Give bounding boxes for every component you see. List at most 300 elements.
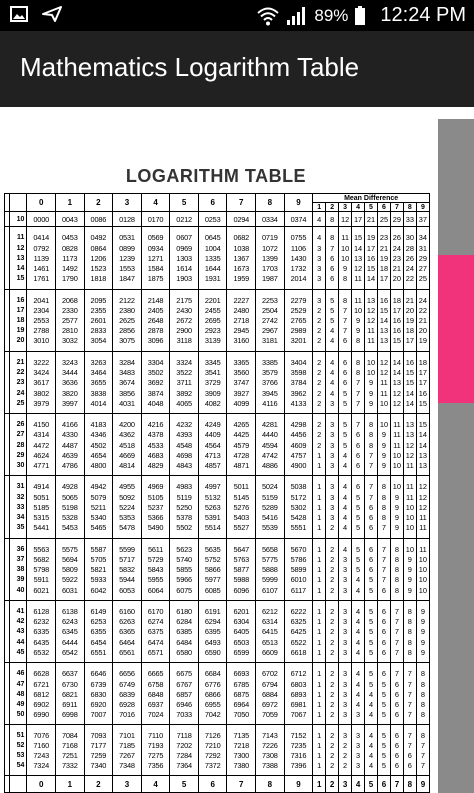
signal-icon (286, 6, 308, 26)
row-number-value: 41 (16, 608, 25, 616)
mean-diff-cell: 6 6 6 6 6 (377, 600, 390, 662)
mean-diff-cell: 1 1 1 1 (313, 725, 326, 776)
row-number-value: 53 (16, 752, 25, 760)
footer-md-header: 6 (377, 776, 390, 793)
row-number-value: 25 (16, 399, 25, 407)
row-number-value: 23 (16, 379, 25, 387)
logarithm-table (4, 193, 430, 793)
footer-md-header: 2 (326, 776, 339, 793)
log-value-cell: 4942 5079 5211 5340 5465 (84, 476, 113, 538)
mean-diff-cell: 34 31 29 27 25 (416, 227, 429, 289)
table-block (5, 414, 430, 476)
log-value-cell: 6180 6284 6385 6484 6580 (170, 600, 199, 662)
footer-md-header: 9 (416, 776, 429, 793)
log-value-cell: 0453 0828 1173 1492 1790 (56, 227, 85, 289)
scroll-track[interactable] (438, 119, 474, 793)
log-value-cell: 2095 2355 2601 2833 3054 (84, 289, 113, 351)
log-value-cell: 5038 5172 5302 5428 5551 (284, 476, 313, 538)
log-value-cell: 3284 3483 3674 3856 4031 (113, 351, 142, 413)
mean-diff-cell: 11 11 11 10 10 (390, 414, 403, 476)
mean-diff-cell: 11 10 9 9 8 (352, 289, 365, 351)
log-value-cell: 7076 7160 7243 7324 (27, 725, 56, 776)
md-column-header: 1 (313, 203, 326, 212)
mean-diff-cell: 4 4 4 4 (365, 725, 378, 776)
md-column-header: 8 (403, 203, 416, 212)
row-number-value: 14 (16, 264, 25, 272)
log-value-cell: 0000 (27, 212, 56, 227)
mean-diff-cell: 1 1 1 1 1 (313, 476, 326, 538)
footer-column-header: 5 (170, 776, 199, 793)
row-number-value: 34 (16, 514, 25, 522)
footer-md-header: 7 (390, 776, 403, 793)
log-value-cell: 4914 5051 5185 5315 5441 (27, 476, 56, 538)
row-number-value: 39 (16, 576, 25, 584)
row-number-value: 52 (16, 742, 25, 750)
log-value-cell: 2148 2405 2648 2878 3096 (141, 289, 170, 351)
mean-diff-cell: 8 7 6 6 6 (326, 227, 339, 289)
log-value-cell: 4183 4346 4502 4654 4800 (84, 414, 113, 476)
log-value-cell: 0374 (284, 212, 313, 227)
row-number (10, 289, 27, 351)
table-block (5, 476, 430, 538)
log-value-cell: 5575 5694 5809 5922 6031 (56, 538, 85, 600)
md-column-header: 3 (339, 203, 352, 212)
log-value-cell: 5599 5717 5832 5944 6053 (113, 538, 142, 600)
log-value-cell: 4997 5132 5263 5391 5514 (198, 476, 227, 538)
footer-column-header: 4 (141, 776, 170, 793)
log-value-cell: 7126 7210 7292 7372 (198, 725, 227, 776)
row-number-value: 18 (16, 317, 25, 325)
row-number-value: 33 (16, 503, 25, 511)
app-bar (0, 31, 474, 107)
mean-diff-cell: 8 (326, 212, 339, 227)
mean-diff-cell: 3 3 3 3 3 (339, 600, 352, 662)
mean-diff-cell: 13 13 12 12 11 (403, 414, 416, 476)
log-value-cell: 0719 1072 1399 1703 1987 (256, 227, 285, 289)
mean-diff-cell: 15 14 14 13 13 (416, 414, 429, 476)
mean-diff-cell: 5 5 5 4 4 (352, 538, 365, 600)
mean-diff-cell: 4 4 4 4 3 (352, 663, 365, 725)
row-number (10, 476, 27, 538)
mean-diff-cell: 2 2 2 2 (326, 725, 339, 776)
log-value-cell: 6170 6274 6375 6474 6571 (141, 600, 170, 662)
log-value-cell: 4249 4409 4564 4713 4857 (198, 414, 227, 476)
column-header: 3 (113, 194, 142, 212)
log-value-cell: 4166 4330 4487 4639 4786 (56, 414, 85, 476)
md-column-header: 4 (352, 203, 365, 212)
log-value-cell: 0253 (198, 212, 227, 227)
row-number-value: 48 (16, 690, 25, 698)
status-bar (0, 0, 474, 31)
log-value-cell: 3243 3444 3636 3820 3997 (56, 351, 85, 413)
row-number-value: 42 (16, 618, 25, 626)
mean-diff-cell: 4 3 3 3 3 (339, 538, 352, 600)
log-value-cell: 0334 (256, 212, 285, 227)
log-value-cell: 4200 4362 4518 4669 4814 (113, 414, 142, 476)
mean-diff-cell: 6 5 5 5 5 (377, 663, 390, 725)
footer-md-header: 3 (339, 776, 352, 793)
log-value-cell: 4281 4440 4594 4742 4886 (256, 414, 285, 476)
row-number-value: 20 (16, 337, 25, 345)
mean-diff-cell: 7 7 6 6 6 (365, 476, 378, 538)
footer-column-header: 6 (198, 776, 227, 793)
log-value-cell: 4232 4393 4548 4698 4843 (170, 414, 199, 476)
log-value-cell: 5024 5159 5289 5416 5539 (256, 476, 285, 538)
log-value-cell: 0492 0864 1206 1523 1818 (84, 227, 113, 289)
log-value-cell: 6628 6721 6812 6902 6990 (27, 663, 56, 725)
log-value-cell: 5611 5729 5843 5955 6064 (141, 538, 170, 600)
mean-diff-cell: 16 15 14 13 13 (377, 289, 390, 351)
mean-diff-cell: 5 5 5 4 4 (326, 289, 339, 351)
log-value-cell: 5647 5763 5877 5988 6096 (227, 538, 256, 600)
log-value-cell: 3385 3579 3766 3945 4116 (256, 351, 285, 413)
mean-diff-cell: 5 5 5 5 (377, 725, 390, 776)
log-value-cell: 5563 5682 5798 5911 6021 (27, 538, 56, 600)
row-number (10, 227, 27, 289)
column-header: 9 (284, 194, 313, 212)
log-value-cell: 2201 2455 2695 2923 3139 (198, 289, 227, 351)
log-value-cell: 6702 6794 6884 6972 7059 (256, 663, 285, 725)
mean-diff-cell: 18 17 16 16 15 (390, 289, 403, 351)
row-number (10, 725, 27, 776)
mean-diff-cell: 8 8 8 8 8 (403, 600, 416, 662)
footer-column-header: 0 (27, 776, 56, 793)
footer-column-header: 7 (227, 776, 256, 793)
header-n (10, 194, 27, 212)
row-number-value: 28 (16, 441, 25, 449)
log-value-cell: 7084 7168 7251 7332 (56, 725, 85, 776)
status-time: 12:24 PM (380, 4, 466, 26)
mean-diff-cell: 5 5 5 4 4 (339, 414, 352, 476)
row-number-value: 44 (16, 638, 25, 646)
log-value-cell: 7093 7177 7259 7340 (84, 725, 113, 776)
row-number-value: 15 (16, 275, 25, 283)
row-number-value: 13 (16, 254, 25, 262)
footer-column-header: 1 (56, 776, 85, 793)
table-block (5, 227, 430, 289)
row-number-value: 51 (16, 731, 25, 739)
log-value-cell: 6637 6730 6821 6911 6998 (56, 663, 85, 725)
row-number-value: 22 (16, 369, 25, 377)
log-value-cell: 5670 5786 5899 6010 6117 (284, 538, 313, 600)
mean-diff-cell: 3 3 3 3 (352, 725, 365, 776)
mean-diff-cell: 8 7 7 7 (416, 725, 429, 776)
mean-diff-cell: 10 9 9 9 9 (377, 414, 390, 476)
log-value-cell: 6128 6232 6335 6435 6532 (27, 600, 56, 662)
row-number-value: 12 (16, 244, 25, 252)
mean-diff-cell: 30 28 26 24 22 (403, 227, 416, 289)
log-value-cell: 4969 5105 5237 5366 5490 (141, 476, 170, 538)
row-number-value: 50 (16, 711, 25, 719)
header-row (5, 194, 430, 203)
md-column-header: 2 (326, 203, 339, 212)
table-block (5, 212, 430, 227)
log-value-cell: 2068 2330 2577 2810 3032 (56, 289, 85, 351)
log-value-cell: 7135 7218 7300 7380 (227, 725, 256, 776)
footer-column-header: 2 (84, 776, 113, 793)
md-column-header: 9 (416, 203, 429, 212)
row-number-value: 11 (17, 234, 25, 242)
row-number-value: 36 (16, 545, 25, 553)
mean-diff-cell: 11 10 10 10 10 (416, 538, 429, 600)
footer-md-header: 5 (365, 776, 378, 793)
mean-diff-cell: 6 6 6 5 5 (365, 538, 378, 600)
log-value-cell: 6201 6304 6405 6503 6599 (227, 600, 256, 662)
row-number-value: 47 (16, 680, 25, 688)
mean-diff-cell: 8 8 8 7 7 (365, 414, 378, 476)
mean-diff-cell: 9 9 9 9 9 (416, 600, 429, 662)
log-value-cell: 2041 2304 2553 2788 3010 (27, 289, 56, 351)
mean-diff-cell: 1 1 1 1 1 (313, 600, 326, 662)
send-icon (42, 6, 62, 22)
row-number-value: 30 (16, 462, 25, 469)
row-number-value: 45 (16, 648, 25, 656)
mean-diff-cell: 37 (416, 212, 429, 227)
row-number-value: 29 (16, 451, 25, 459)
table-block (5, 351, 430, 413)
footer-md-header: 8 (403, 776, 416, 793)
row-number-value: 31 (16, 483, 25, 491)
row-number-value: 40 (16, 586, 25, 594)
mean-diff-cell: 4 4 4 4 4 (352, 600, 365, 662)
mean-diff-cell: 4 4 4 4 3 (326, 351, 339, 413)
document-title: LOGARITHM TABLE (125, 166, 307, 186)
mean-diff-cell: 1 1 1 1 1 (313, 538, 326, 600)
mean-diff-cell: 3 2 2 2 2 (313, 289, 326, 351)
log-value-cell: 3304 3502 3692 3874 4048 (141, 351, 170, 413)
log-value-cell: 0607 0969 1303 1614 1903 (170, 227, 199, 289)
document-viewer[interactable] (0, 107, 474, 793)
log-value-cell: 2253 2504 2742 2967 3181 (256, 289, 285, 351)
log-value-cell: 2175 2430 2672 2900 3118 (170, 289, 199, 351)
mean-diff-cell: 7 6 6 6 6 (352, 414, 365, 476)
mean-diff-cell: 8 8 8 8 7 (377, 476, 390, 538)
row-number-value: 24 (16, 389, 25, 397)
row-number (10, 538, 27, 600)
log-value-cell: 6222 6325 6425 6522 6618 (284, 600, 313, 662)
log-value-cell: 6656 6749 6839 6928 7016 (113, 663, 142, 725)
column-header: 8 (256, 194, 285, 212)
row-number-value: 17 (16, 306, 25, 314)
log-value-cell: 3345 3541 3729 3909 4082 (198, 351, 227, 413)
log-value-cell: 4955 5092 5224 5353 5478 (113, 476, 142, 538)
log-value-cell: 4150 4314 4472 4624 4771 (27, 414, 56, 476)
log-value-cell: 5623 5740 5855 5966 6075 (170, 538, 199, 600)
log-value-cell: 0569 0934 1271 1584 1875 (141, 227, 170, 289)
log-value-cell: 0043 (56, 212, 85, 227)
mean-diff-cell: 3 3 3 3 3 (339, 663, 352, 725)
mean-diff-cell: 7 7 7 7 6 (377, 538, 390, 600)
battery-icon (354, 6, 366, 26)
log-value-cell: 3324 3522 3711 3892 4065 (170, 351, 199, 413)
mean-diff-cell: 8 8 8 8 8 (416, 663, 429, 725)
log-value-cell: 6191 6294 6395 6493 6590 (198, 600, 227, 662)
log-value-cell: 2122 2380 2625 2856 3075 (113, 289, 142, 351)
row-number-value: 26 (16, 421, 25, 429)
mean-diff-cell: 7 7 7 7 7 (390, 600, 403, 662)
mean-diff-cell: 5 5 4 4 4 (365, 663, 378, 725)
app-title: Mathematics Logarithm Table (20, 52, 360, 82)
log-value-cell: 5635 5752 5866 5977 6085 (198, 538, 227, 600)
mean-diff-cell: 4 4 4 4 4 (339, 476, 352, 538)
mean-diff-cell: 8 8 7 7 7 (352, 351, 365, 413)
row-number-value: 16 (16, 296, 25, 304)
footer-md-header: 1 (313, 776, 326, 793)
mean-diff-cell: 6 6 6 6 (390, 725, 403, 776)
log-value-cell: 0294 (227, 212, 256, 227)
log-value-cell: 0645 1004 1335 1644 1931 (198, 227, 227, 289)
status-bar-right (256, 4, 466, 27)
table-block (5, 538, 430, 600)
mean-diff-cell: 2 2 2 2 2 (313, 351, 326, 413)
log-value-cell: 6675 6767 6857 6946 7033 (170, 663, 199, 725)
mean-diff-cell: 5 5 5 5 5 (365, 600, 378, 662)
scroll-thumb[interactable] (438, 255, 474, 403)
mean-diff-cell: 19 17 16 15 14 (365, 227, 378, 289)
mean-diff-cell: 11 10 10 9 8 (339, 227, 352, 289)
log-value-cell: 6693 6785 6875 6964 7050 (227, 663, 256, 725)
footer-column-header: 3 (113, 776, 142, 793)
table-block (5, 725, 430, 776)
column-header: 6 (198, 194, 227, 212)
mean-diff-cell: 15 14 13 12 11 (352, 227, 365, 289)
image-icon (10, 6, 28, 22)
log-value-cell: 6665 6758 6848 6937 7024 (141, 663, 170, 725)
log-value-cell: 2227 2480 2718 2945 3160 (227, 289, 256, 351)
log-value-cell: 3404 3598 3784 3962 4133 (284, 351, 313, 413)
row-number (10, 212, 27, 227)
mean-diff-cell: 7 7 7 7 7 (403, 663, 416, 725)
log-value-cell: 7143 7226 7308 7388 (256, 725, 285, 776)
mean-diff-cell: 3 3 3 3 2 (326, 476, 339, 538)
mean-diff-cell: 24 22 21 20 19 (416, 289, 429, 351)
mean-diff-cell: 7 7 6 6 (403, 725, 416, 776)
mean-diff-cell: 16 15 15 14 14 (403, 351, 416, 413)
row-number-value: 46 (16, 670, 25, 678)
log-value-cell: 6138 6243 6345 6444 6542 (56, 600, 85, 662)
table-block (5, 600, 430, 662)
log-value-cell: 0682 1038 1367 1673 1959 (227, 227, 256, 289)
mean-diff-cell: 2 2 2 2 2 (326, 538, 339, 600)
log-value-cell: 7101 7185 7267 7348 (113, 725, 142, 776)
row-number (10, 414, 27, 476)
row-number-value: 32 (16, 493, 25, 501)
row-number-value: 27 (16, 431, 25, 439)
log-value-cell: 6712 6803 6893 6981 7067 (284, 663, 313, 725)
log-value-cell: 0170 (141, 212, 170, 227)
log-value-cell: 3365 3560 3747 3927 4099 (227, 351, 256, 413)
mean-diff-cell: 7 6 6 6 6 (390, 663, 403, 725)
footer-n (10, 776, 27, 793)
mean-diff-cell: 21 20 19 18 17 (403, 289, 416, 351)
column-header: 4 (141, 194, 170, 212)
row-number (10, 600, 27, 662)
log-value-cell: 4216 4378 4533 4683 4829 (141, 414, 170, 476)
mean-diff-cell: 2 2 2 1 1 (313, 414, 326, 476)
log-value-cell: 3263 3464 3655 3838 4014 (84, 351, 113, 413)
mean-difference-label: Mean Difference (313, 194, 430, 203)
md-column-header: 5 (365, 203, 378, 212)
mean-diff-cell: 3 2 2 2 (339, 725, 352, 776)
row-number-value: 54 (16, 762, 25, 770)
column-header: 1 (56, 194, 85, 212)
log-value-cell: 4298 4456 4609 4757 4900 (284, 414, 313, 476)
mean-diff-cell: 4 3 3 3 3 (313, 227, 326, 289)
row-number (10, 663, 27, 725)
mean-diff-cell: 6 6 6 5 5 (339, 351, 352, 413)
row-number-value: 38 (16, 566, 25, 574)
mean-diff-cell: 21 (365, 212, 378, 227)
log-value-cell: 7152 7235 7316 7396 (284, 725, 313, 776)
row-number-value: 37 (16, 555, 25, 563)
log-value-cell: 5587 5705 5821 5933 6042 (84, 538, 113, 600)
log-value-cell: 5011 5145 5276 5403 5527 (227, 476, 256, 538)
mean-diff-cell: 10 10 9 9 9 (365, 351, 378, 413)
row-number-value: 35 (16, 524, 25, 532)
log-value-cell: 4983 5119 5250 5378 5502 (170, 476, 199, 538)
row-number-value: 10 (16, 216, 25, 223)
log-value-cell: 6160 6263 6365 6464 6561 (113, 600, 142, 662)
footer-column-header: 9 (284, 776, 313, 793)
column-header: 0 (27, 194, 56, 212)
mean-diff-cell: 17 (352, 212, 365, 227)
md-column-header: 6 (377, 203, 390, 212)
mean-diff-cell: 33 (403, 212, 416, 227)
log-value-cell: 6684 6776 6866 6955 7042 (198, 663, 227, 725)
mean-diff-cell: 8 8 8 8 8 (390, 538, 403, 600)
mean-diff-cell: 2 2 2 2 2 (326, 663, 339, 725)
log-value-cell: 0212 (170, 212, 199, 227)
mean-diff-cell: 18 17 17 16 15 (416, 351, 429, 413)
row-number-value: 21 (16, 358, 25, 366)
mean-diff-cell: 12 12 12 11 11 (416, 476, 429, 538)
mean-diff-cell: 8 7 7 7 6 (339, 289, 352, 351)
mean-diff-cell: 14 14 13 12 12 (390, 351, 403, 413)
column-header: 7 (227, 194, 256, 212)
mean-diff-cell: 4 (313, 212, 326, 227)
mean-diff-cell: 6 5 5 5 5 (352, 476, 365, 538)
table-block (5, 289, 430, 351)
mean-diff-cell: 10 9 9 9 9 (403, 538, 416, 600)
mean-diff-cell: 10 9 9 9 9 (390, 476, 403, 538)
mean-diff-cell: 3 3 3 3 3 (326, 414, 339, 476)
log-value-cell: 3222 3424 3617 3802 3979 (27, 351, 56, 413)
mean-diff-cell: 1 1 1 1 1 (313, 663, 326, 725)
mean-diff-cell: 23 21 19 18 17 (377, 227, 390, 289)
log-value-cell: 4265 4425 4579 4728 4871 (227, 414, 256, 476)
log-value-cell: 0414 0792 1139 1461 1761 (27, 227, 56, 289)
mean-diff-cell: 2 2 2 2 2 (326, 600, 339, 662)
mean-diff-cell: 13 12 12 11 11 (365, 289, 378, 351)
row-number (10, 351, 27, 413)
footer-md-header: 4 (352, 776, 365, 793)
footer-column-header: 8 (256, 776, 285, 793)
log-value-cell: 6149 6253 6355 6454 6551 (84, 600, 113, 662)
md-column-header: 7 (390, 203, 403, 212)
log-value-cell: 2279 2529 2765 2989 3201 (284, 289, 313, 351)
mean-diff-cell: 29 (390, 212, 403, 227)
mean-diff-cell: 25 (377, 212, 390, 227)
mean-diff-cell: 12 (339, 212, 352, 227)
log-value-cell: 7110 7193 7275 7356 (141, 725, 170, 776)
wifi-icon (256, 6, 280, 26)
log-value-cell: 0531 0899 1239 1553 1847 (113, 227, 142, 289)
table-block (5, 663, 430, 725)
mean-diff-cell: 11 11 10 10 10 (403, 476, 416, 538)
log-value-cell: 7118 7202 7284 7364 (170, 725, 199, 776)
status-bar-left (10, 6, 62, 22)
row-number-value: 19 (16, 327, 25, 335)
